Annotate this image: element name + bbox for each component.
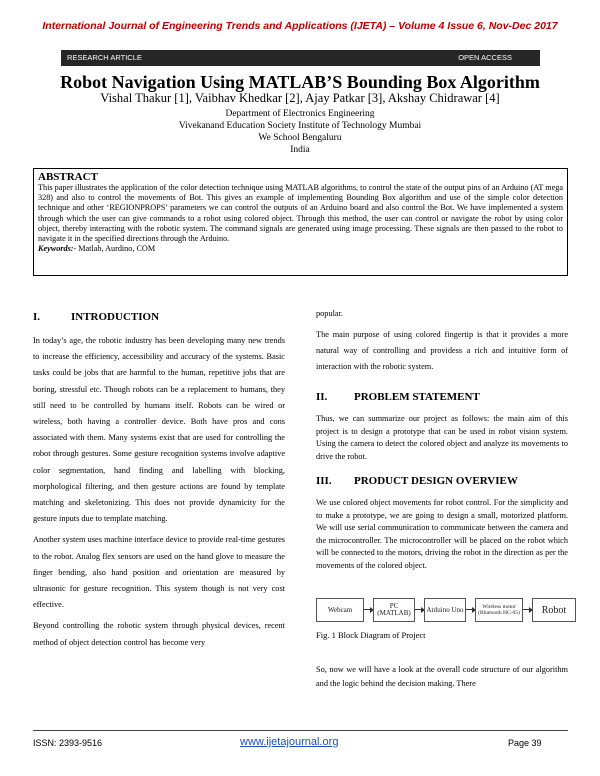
- figure-caption: Fig. 1 Block Diagram of Project: [316, 630, 426, 640]
- diagram-block-arduino: Arduino Uno: [424, 598, 466, 622]
- block-diagram: [316, 598, 576, 622]
- right-column-problem: [316, 390, 568, 468]
- diagram-arrow: [364, 609, 373, 610]
- section-heading-introduction: [33, 310, 285, 324]
- affiliation-country: India: [290, 145, 310, 155]
- author-list: Vishal Thakur [1], Vaibhav Khedkar [2], Ajay Patkar [3], Akshay Chidrawar [4]: [100, 91, 500, 105]
- intro-paragraph-3: Beyond controlling the robotic system through physical devices, recent method of object detection control has become very: [33, 621, 285, 647]
- diagram-block-wireless: Wireless motor (Bluetooth HC-05): [475, 598, 523, 622]
- right-column-closing: [316, 663, 568, 696]
- affiliation-school: We School Bengaluru: [258, 133, 342, 143]
- diagram-arrow: [415, 609, 424, 610]
- section-title: PRODUCT DESIGN OVERVIEW: [354, 475, 518, 487]
- keywords-label: Keywords:-: [38, 244, 77, 254]
- affiliation-department: Department of Electronics Engineering: [225, 109, 375, 119]
- intro-paragraph-2: Another system uses machine interface device to provide real-time gestures to the robot. Analog flex sensors are used on the hand glove to measure the finger bending, also hand position and orientation are measured by ultrasonic for gesture recognition. This system though is not very cost effective.: [33, 535, 285, 610]
- design-paragraph: We use colored object movements for robot control. For the simplicity and to make a prototype, we are going to design a small, motorized platform. We will use serial communication to communicate between the camera and the microcontroller. The microcontroller will be placed on the robot which will be connected to the motors, driving the robot in the direction as per the movements of the colored object.: [316, 498, 568, 570]
- diagram-block-pc: PC (MATLAB): [373, 598, 415, 622]
- section-title: INTRODUCTION: [71, 311, 160, 323]
- section-number: II.: [316, 391, 328, 403]
- diagram-arrow: [466, 609, 475, 610]
- section-heading-problem-statement: [316, 390, 568, 404]
- footer-divider: [33, 730, 568, 731]
- footer-journal-link[interactable]: www.ijetajournal.org: [240, 736, 339, 748]
- footer-page-number: Page 39: [508, 738, 542, 748]
- abstract-box: [33, 168, 568, 276]
- keywords-value: Matlab, Aurdino, COM: [76, 244, 156, 254]
- intro-paragraph-3-continued: popular.: [316, 309, 343, 318]
- left-column: [33, 310, 285, 656]
- abstract-text: This paper illustrates the application of the color detection technique using MATLAB algorithms, to control the state of the output pins of an Arduino (AT mega 328) and also to control the movements of Bot. This gives an example of implementing Bounding Box algorithm and use of the simple color detection technique and other ‘REGIONPROPS’ parameters we can control the outputs of an Arduino board and also control the Bot. We have implemented a system through which the user can give commands to a robot using colored object. Through this method, the user can control or navigate the robot by using color object, thereby interacting with the robotic system. The command signals are generated using image processing. These signals are then passed to the robot to navigate it in the specified directions through the Arduino.: [38, 183, 563, 244]
- section-number: III.: [316, 475, 332, 487]
- affiliation-institute: Vivekanand Education Society Institute of Technology Mumbai: [178, 121, 422, 131]
- open-access-label: OPEN ACCESS: [458, 53, 512, 62]
- right-column-top: [316, 306, 568, 380]
- keywords: [38, 244, 563, 254]
- article-type-bar: [61, 50, 540, 66]
- section-title: PROBLEM STATEMENT: [354, 391, 480, 403]
- problem-paragraph: Thus, we can summarize our project as follows: the main aim of this project is to design a prototype that can be used in robot vision system. Using the camera to detect the colored object and analyze its movements to drive the robot.: [316, 414, 568, 461]
- intro-paragraph-1: In today’s age, the robotic industry has been developing many new trends to increase the efficiency, accessibility and accuracy of the systems. Basic tasks could be jobs that are harmful to the human, repetitive jobs that are boring, stressful etc. Though robots can be a replacement to humans, they still need to be controlled by humans itself. Robots can be wired or wireless, both having a controller device. Both have pros and cons associated with them. Many systems exist that are used for controlling the robot through gestures. Some gesture recognition systems involve adaptive color segmentation, hand finding and labelling with blocking, morphological filtering, and then gesture actions are found by template matching and skeletonizing. This does not provide dynamicity for the gesture inputs due to template matching.: [33, 336, 285, 524]
- diagram-arrow: [523, 609, 532, 610]
- closing-paragraph: So, now we will have a look at the overall code structure of our algorithm and the logic behind the decision making. There: [316, 665, 568, 688]
- paper-title: Robot Navigation Using MATLAB’S Bounding Box Algorithm: [60, 72, 540, 92]
- section-heading-product-design: [316, 474, 568, 488]
- journal-header: International Journal of Engineering Trends and Applications (IJETA) – Volume 4 Issue 6, Nov-Dec 2017: [42, 20, 558, 32]
- article-type-label: RESEARCH ARTICLE: [67, 53, 142, 62]
- intro-paragraph-4: The main purpose of using colored fingertip is that it provides a more natural way of controlling and providess a rich and intuitive form of interaction with the robotic system.: [316, 330, 568, 371]
- diagram-block-robot: Robot: [532, 598, 576, 622]
- right-column-design: [316, 474, 568, 578]
- section-number: I.: [33, 311, 41, 323]
- abstract-heading: ABSTRACT: [38, 171, 98, 183]
- footer-issn: ISSN: 2393-9516: [33, 738, 103, 748]
- diagram-block-webcam: Webcam: [316, 598, 364, 622]
